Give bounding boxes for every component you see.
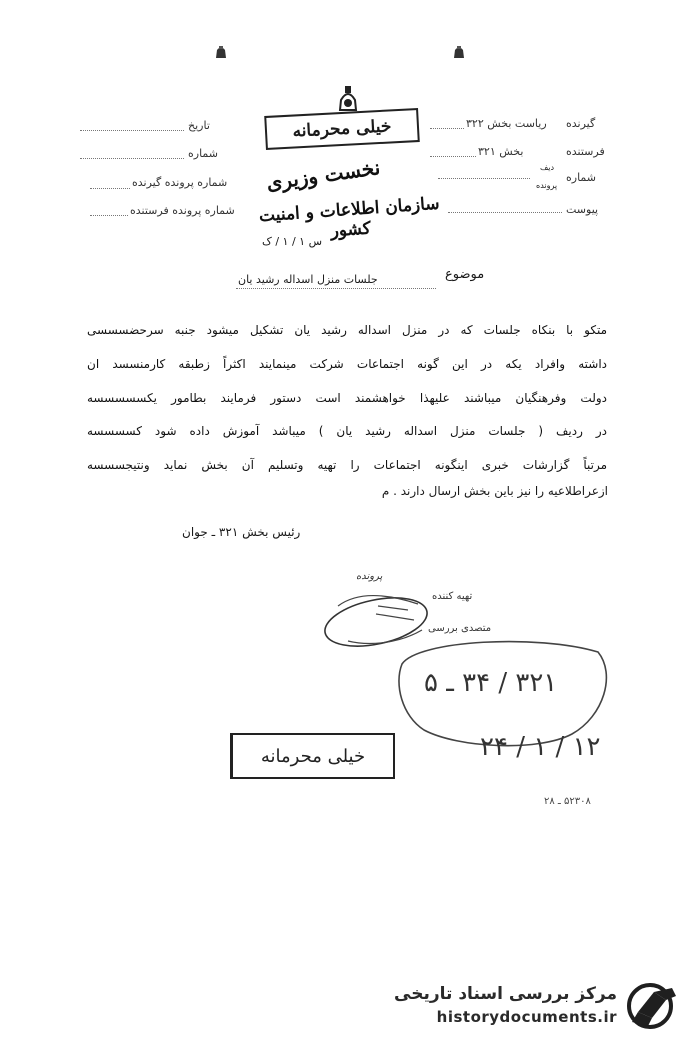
site-name: مرکز بررسی اسناد تاریخی [394, 984, 617, 1004]
body-line-6: ازعراطلاعیه را نیز باین بخش ارسال دارند . م [381, 484, 608, 498]
date-label: تاریخ [188, 119, 210, 132]
body-line-5: مرتباً گزارشات خبری اینگونه اجتماعات را تهیه وتسلیم آن بخش نماید ونتیجسسسه [87, 458, 607, 472]
sender-file-label: شماره پرونده فرستنده [130, 204, 235, 217]
row-label: دیف [540, 163, 555, 172]
recipient-label: گیرنده [566, 117, 596, 130]
file-small-label: پرونده [536, 181, 558, 190]
crest-icon-left [214, 44, 228, 60]
recipient-file-label: شماره پرونده گیرنده [132, 176, 228, 189]
top-secret-stamp: خیلی محرمانه [264, 108, 420, 150]
site-url[interactable]: historydocuments.ir [436, 1008, 617, 1026]
signature-line: رئیس بخش ۳۲۱ ـ جوان [182, 525, 301, 539]
subject-label: موضوع [445, 267, 485, 282]
organization-title: سازمان اطلاعات و امنیت کشور [258, 193, 441, 242]
top-secret-stamp-bottom: خیلی محرمانه [230, 733, 395, 779]
body-line-2: داشته وافراد یکه در این گونه اجتماعات شرکت مینمایند اکثراً زطبقه کارمنسسد ان [87, 357, 607, 371]
handwritten-top-note: پرونده [356, 571, 383, 582]
number-label-right: شماره [566, 171, 597, 184]
number-label-left: شماره [188, 147, 219, 160]
pm-office-handwriting: نخست وزیری [264, 155, 382, 195]
recipient-value: ریاست بخش ۳۲۲ [466, 117, 547, 130]
file-number-handwritten: ۳۲۱ / ۳۴ ـ ۵ [424, 668, 558, 698]
document-code: ۵۲۳۰۸ ـ ۲۸ [544, 796, 591, 807]
sender-value: بخش ۳۲۱ [478, 145, 524, 158]
body-line-4: در ردیف ( جلسات منزل اسداله رشید یان ) میباشد آموزش داده شود کسسسسه [87, 424, 607, 438]
body-line-1: متکو با بنکاه جلسات که در منزل اسداله رشید یان تشکیل میشود جنبه سرحضسسسی [87, 323, 607, 337]
subject-value: جلسات منزل اسداله رشید یان [238, 273, 378, 286]
attachment-label: پیوست [566, 203, 599, 216]
date-handwritten: ۲۴ / ۱ / ۱۲ [480, 732, 601, 762]
reference-code: س ۱ / ۱ / ک [262, 235, 323, 248]
body-line-3: دولت وفرهنگیان میباشند علیهذا خواهشمند است دستور فرمایند بطامور یکسسسسسه [87, 391, 607, 405]
reviewer-label-2: متصدی بررسی [428, 623, 492, 634]
archive-logo-icon [624, 982, 682, 1030]
sender-label: فرستنده [566, 145, 605, 158]
reviewer-label: تهیه کننده [432, 591, 473, 602]
crest-icon-right [452, 44, 466, 60]
